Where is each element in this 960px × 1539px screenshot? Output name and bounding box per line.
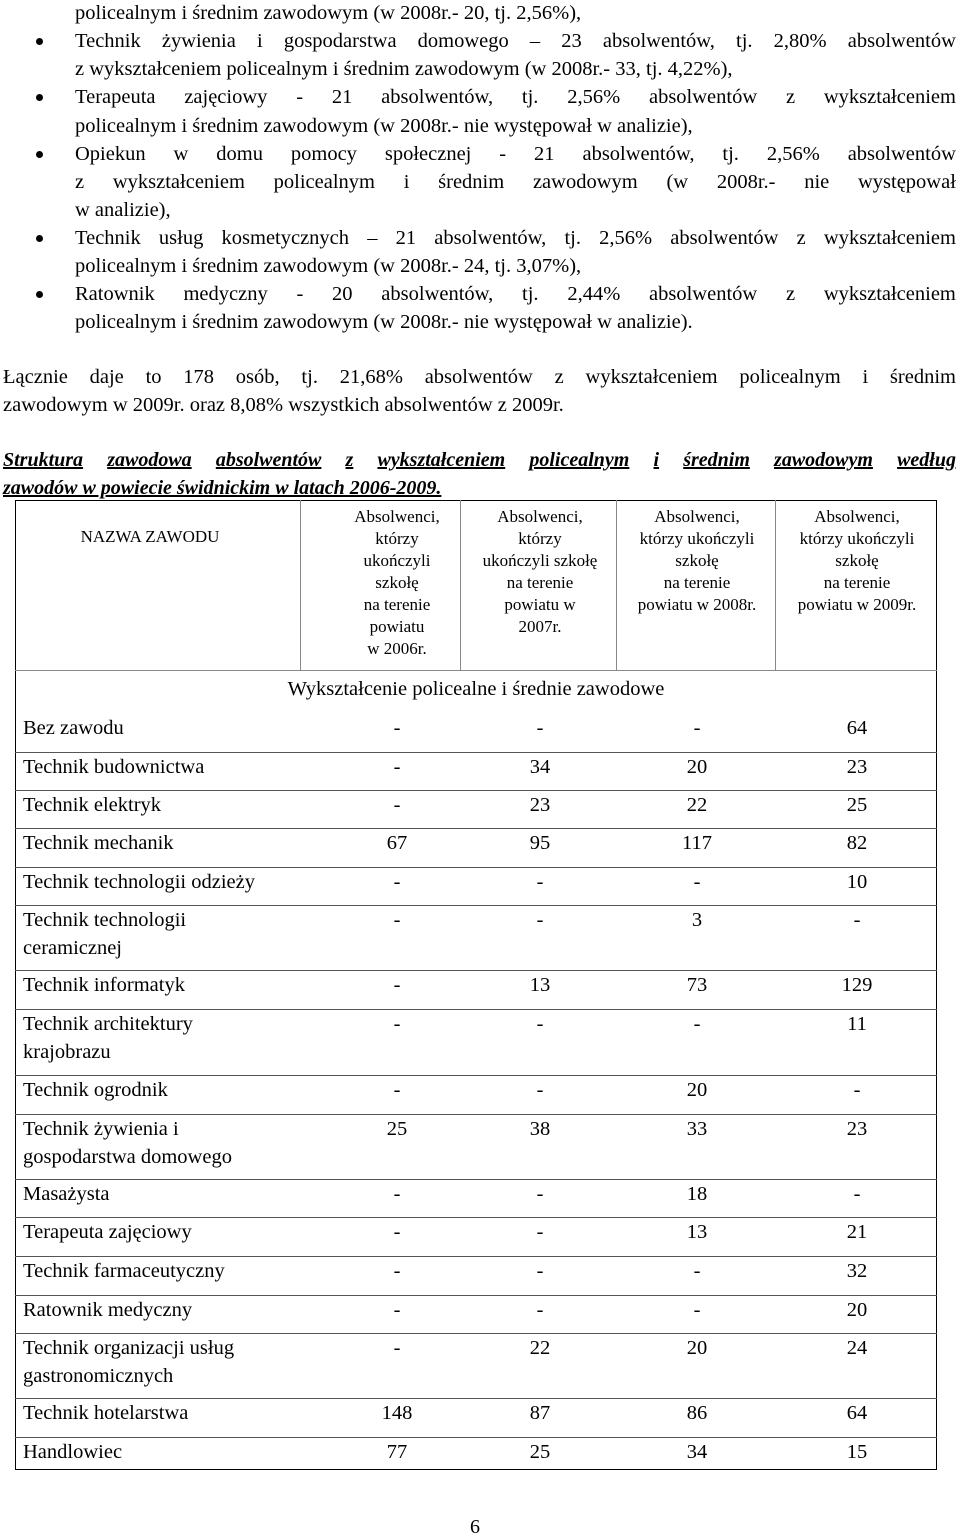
row-label: Terapeuta zajęciowy xyxy=(23,1221,192,1243)
column-header: Absolwenci, którzy ukończyli szkołę na terenie powiatu w 2007r. xyxy=(482,507,598,636)
row-value: - xyxy=(853,1079,861,1101)
row-value: - xyxy=(393,1337,401,1359)
table-row xyxy=(15,1010,937,1076)
page-number: 6 xyxy=(470,1516,480,1538)
bullet-icon xyxy=(36,151,43,158)
column-divider xyxy=(775,500,776,670)
list-line: policealnym i średnim zawodowym (w 2008r.- nie występował w analizie). xyxy=(75,311,693,333)
row-value: 25 xyxy=(529,1441,551,1463)
row-value: - xyxy=(693,871,701,893)
row-label: Masażysta xyxy=(23,1183,110,1205)
row-value: 15 xyxy=(846,1441,868,1463)
row-value: - xyxy=(393,794,401,816)
list-line: policealnym i średnim zawodowym (w 2008r.- 24, tj. 3,07%), xyxy=(75,255,582,277)
row-value: - xyxy=(693,717,701,739)
row-label: Technik budownictwa xyxy=(23,756,205,778)
header-divider xyxy=(15,670,937,671)
table-row xyxy=(15,1399,937,1438)
row-value: - xyxy=(393,756,401,778)
row-value: 23 xyxy=(846,1118,868,1140)
list-line: policealnym i średnim zawodowym (w 2008r.- 20, tj. 2,56%), xyxy=(75,2,582,24)
table-row xyxy=(15,1076,937,1115)
list-line: w analizie), xyxy=(75,199,171,221)
row-label: Technik informatyk xyxy=(23,974,185,996)
table-title-line: Struktura zawodowa absolwentów z wykształceniem policealnym i średnim zawodowym według xyxy=(3,449,956,471)
row-value: 13 xyxy=(686,1221,708,1243)
list-line: Technik żywienia i gospodarstwa domowego – 23 absolwentów, tj. 2,80% absolwentów xyxy=(75,30,956,52)
row-value: - xyxy=(393,1013,401,1035)
row-label: Technik żywienia i gospodarstwa domowego xyxy=(23,1118,232,1168)
row-value: - xyxy=(536,909,544,931)
row-label: Technik organizacji usług gastronomicznych xyxy=(23,1337,235,1387)
row-value: 117 xyxy=(682,832,712,854)
row-value: 129 xyxy=(841,974,873,996)
row-value: 64 xyxy=(846,1402,868,1424)
list-line: Terapeuta zajęciowy - 21 absolwentów, tj. 2,56% absolwentów z wykształceniem xyxy=(75,86,956,108)
column-header: Absolwenci, którzy ukończyli szkołę na terenie powiatu w 2008r. xyxy=(637,507,757,614)
row-value: 20 xyxy=(686,1337,708,1359)
list-line: Opiekun w domu pomocy społecznej - 21 absolwentów, tj. 2,56% absolwentów xyxy=(75,143,956,165)
row-value: 20 xyxy=(846,1299,868,1321)
row-value: - xyxy=(393,1299,401,1321)
table-row xyxy=(15,906,937,971)
row-value: - xyxy=(853,909,861,931)
row-value: 148 xyxy=(381,1402,413,1424)
table-row xyxy=(15,868,937,906)
table-row xyxy=(15,791,937,829)
row-value: 33 xyxy=(686,1118,708,1140)
row-value: 82 xyxy=(846,832,868,854)
row-value: - xyxy=(536,1183,544,1205)
row-value: - xyxy=(393,717,401,739)
table-row xyxy=(15,714,937,753)
row-label: Ratownik medyczny xyxy=(23,1299,193,1321)
row-value: 3 xyxy=(691,909,703,931)
row-value: 20 xyxy=(686,756,708,778)
row-label: Technik technologii ceramicznej xyxy=(23,909,187,959)
row-value: 95 xyxy=(529,832,551,854)
row-value: - xyxy=(536,1260,544,1282)
summary-line: Łącznie daje to 178 osób, tj. 21,68% absolwentów z wykształceniem policealnym i średnim xyxy=(3,366,956,388)
row-value: - xyxy=(693,1299,701,1321)
list-line: z wykształceniem policealnym i średnim zawodowym (w 2008r.- 33, tj. 4,22%), xyxy=(75,58,733,80)
row-value: 34 xyxy=(529,756,551,778)
list-line: z wykształceniem policealnym i średnim zawodowym (w 2008r.- nie występował xyxy=(75,171,956,193)
row-value: - xyxy=(393,1221,401,1243)
row-value: 25 xyxy=(386,1118,408,1140)
column-header-name: NAZWA ZAWODU xyxy=(80,527,220,546)
row-value: 10 xyxy=(846,871,868,893)
summary-line: zawodowym w 2009r. oraz 8,08% wszystkich absolwentów z 2009r. xyxy=(3,394,564,416)
row-value: - xyxy=(393,1183,401,1205)
row-value: 22 xyxy=(529,1337,551,1359)
table-row xyxy=(15,1218,937,1257)
row-value: - xyxy=(536,1221,544,1243)
table-title-line: zawodów w powiecie świdnickim w latach 2006-2009. xyxy=(3,477,442,499)
row-value: - xyxy=(393,1079,401,1101)
row-value: - xyxy=(536,1013,544,1035)
row-value: 23 xyxy=(846,756,868,778)
table-row xyxy=(15,753,937,791)
row-value: 22 xyxy=(686,794,708,816)
row-value: 25 xyxy=(846,794,868,816)
row-value: - xyxy=(693,1260,701,1282)
bullet-icon xyxy=(36,235,43,242)
row-value: - xyxy=(536,1299,544,1321)
row-value: 18 xyxy=(686,1183,708,1205)
table-row xyxy=(15,1115,937,1180)
row-value: 38 xyxy=(529,1118,551,1140)
row-value: 67 xyxy=(386,832,408,854)
row-value: 24 xyxy=(846,1337,868,1359)
row-value: 34 xyxy=(686,1441,708,1463)
table-row xyxy=(15,971,937,1010)
row-value: - xyxy=(393,909,401,931)
column-divider xyxy=(300,500,301,670)
column-header: Absolwenci, którzy ukończyli szkołę na terenie powiatu w 2006r. xyxy=(354,507,440,658)
row-value: 86 xyxy=(686,1402,708,1424)
row-value: 11 xyxy=(847,1013,867,1035)
bullet-icon xyxy=(36,94,43,101)
row-value: 87 xyxy=(529,1402,551,1424)
row-value: 64 xyxy=(846,717,868,739)
row-value: - xyxy=(693,1013,701,1035)
table-section-label: Wykształcenie policealne i średnie zawodowe xyxy=(287,678,665,700)
row-value: 23 xyxy=(529,794,551,816)
table-row xyxy=(15,1257,937,1296)
row-value: 20 xyxy=(686,1079,708,1101)
row-value: - xyxy=(393,1260,401,1282)
column-header: Absolwenci, którzy ukończyli szkołę na terenie powiatu w 2009r. xyxy=(797,507,917,614)
row-value: - xyxy=(393,871,401,893)
row-label: Handlowiec xyxy=(23,1441,123,1463)
row-value: - xyxy=(536,871,544,893)
bullet-icon xyxy=(36,291,43,298)
table-row xyxy=(15,1334,937,1399)
row-value: 73 xyxy=(686,974,708,996)
row-label: Bez zawodu xyxy=(23,717,124,739)
table-row xyxy=(15,829,937,868)
table-row xyxy=(15,1296,937,1334)
list-line: policealnym i średnim zawodowym (w 2008r.- nie występował w analizie), xyxy=(75,115,693,137)
row-value: - xyxy=(536,717,544,739)
row-value: - xyxy=(393,974,401,996)
row-label: Technik mechanik xyxy=(23,832,174,854)
row-label: Technik farmaceutyczny xyxy=(23,1260,225,1282)
table-row xyxy=(15,1438,937,1470)
row-label: Technik ogrodnik xyxy=(23,1079,168,1101)
row-label: Technik elektryk xyxy=(23,794,162,816)
row-value: 77 xyxy=(386,1441,408,1463)
bullet-icon xyxy=(36,38,43,45)
row-value: 32 xyxy=(846,1260,868,1282)
table-row xyxy=(15,1180,937,1218)
row-label: Technik hotelarstwa xyxy=(23,1402,189,1424)
list-line: Ratownik medyczny - 20 absolwentów, tj. 2,44% absolwentów z wykształceniem xyxy=(75,283,956,305)
row-value: 13 xyxy=(529,974,551,996)
row-label: Technik technologii odzieży xyxy=(23,871,255,893)
list-line: Technik usług kosmetycznych – 21 absolwentów, tj. 2,56% absolwentów z wykształceniem xyxy=(75,227,956,249)
row-label: Technik architektury krajobrazu xyxy=(23,1013,193,1063)
row-value: 21 xyxy=(846,1221,868,1243)
row-value: - xyxy=(853,1183,861,1205)
row-value: - xyxy=(536,1079,544,1101)
